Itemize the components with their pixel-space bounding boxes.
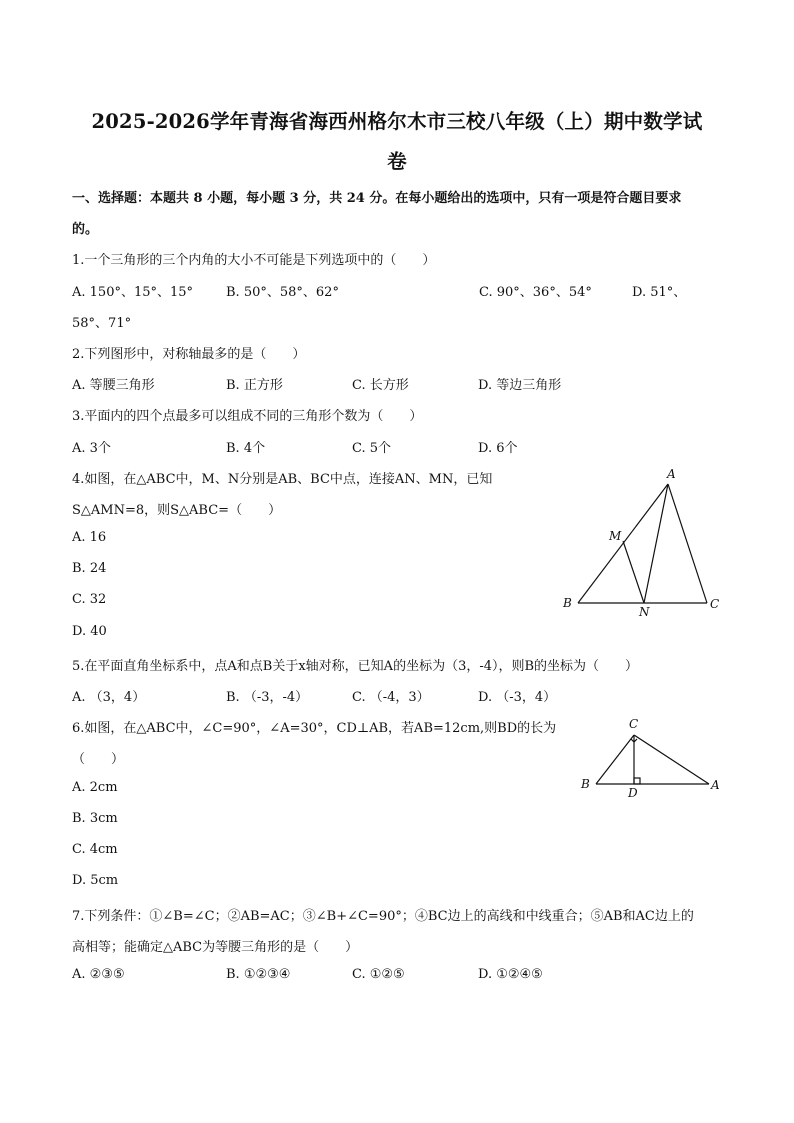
q3-option-a: A. 3个 (72, 441, 111, 456)
title-line-1: 2025-2026学年青海省海西州格尔木市三校八年级（上）期中数学试 (91, 110, 703, 133)
q7-stem-line-1: 7.下列条件：①∠B=∠C；②AB=AC；③∠B+∠C=90°；④BC边上的高线和中线重合；⑤AB和AC边上的 (72, 909, 694, 924)
q2-option-c: C. 长方形 (352, 378, 409, 393)
q7-stem-line-2: 高相等；能确定△ABC为等腰三角形的是（ ） (72, 940, 359, 955)
right-angle-mark-d (634, 778, 640, 784)
q4-stem-line-2: S△AMN=8，则S△ABC=（ ） (72, 503, 282, 518)
label-a: A (711, 778, 720, 792)
q4-option-b: B. 24 (72, 561, 107, 576)
segment-ca (634, 735, 709, 784)
q3-stem: 3.平面内的四个点最多可以组成不同的三角形个数为（ ） (72, 409, 423, 424)
q5-option-c: C. （-4，3） (352, 690, 430, 705)
segment-ab (578, 484, 668, 603)
q1-option-c: C. 90°、36°、54° (479, 285, 592, 300)
q4-option-a: A. 16 (72, 530, 107, 545)
q4-triangle-figure (555, 462, 735, 622)
q4-option-c: C. 32 (72, 592, 107, 607)
segment-mn (623, 541, 644, 603)
segment-an (644, 484, 668, 603)
label-b: B (581, 777, 590, 791)
q7-option-a: A. ②③⑤ (72, 967, 125, 982)
q5-option-a: A. （3，4） (72, 690, 146, 705)
q1-option-d-cont: 58°、71° (72, 316, 132, 331)
label-n: N (639, 605, 650, 619)
q4-option-d: D. 40 (72, 624, 107, 639)
q2-option-d: D. 等边三角形 (478, 378, 562, 393)
q1-option-b: B. 50°、58°、62° (226, 285, 339, 300)
label-b: B (563, 596, 572, 610)
segment-ac (668, 484, 707, 603)
label-d: D (628, 786, 638, 800)
q3-option-d: D. 6个 (478, 441, 518, 456)
q6-option-a: A. 2cm (72, 780, 118, 795)
q5-option-b: B. （-3，-4） (226, 690, 309, 705)
q2-option-a: A. 等腰三角形 (72, 378, 155, 393)
q1-option-a: A. 150°、15°、15° (72, 285, 194, 300)
q3-option-b: B. 4个 (226, 441, 266, 456)
q6-option-d: D. 5cm (72, 873, 119, 888)
q7-option-c: C. ①②⑤ (352, 967, 405, 982)
q7-option-b: B. ①②③④ (226, 967, 291, 982)
label-m: M (609, 529, 622, 543)
section-heading-line-2: 的。 (72, 222, 99, 237)
q5-option-d: D. （-3，4） (478, 690, 557, 705)
q6-right-triangle-figure (575, 712, 725, 802)
q6-stem-line-1: 6.如图，在△ABC中，∠C=90°，∠A=30°，CD⊥AB，若AB=12cm,则BD的长为 (72, 721, 557, 736)
q3-option-c: C. 5个 (352, 441, 392, 456)
q7-option-d: D. ①②④⑤ (478, 967, 543, 982)
q4-stem-line-1: 4.如图，在△ABC中，M、N分别是AB、BC中点，连接AN、MN，已知 (72, 472, 493, 487)
q2-option-b: B. 正方形 (226, 378, 283, 393)
q6-stem-line-2: （ ） (72, 752, 125, 767)
section-heading-line-1: 一、选择题：本题共 8 小题，每小题 3 分，共 24 分。在每小题给出的选项中，只有一项是符合题目要求 (72, 191, 682, 206)
q1-option-d: D. 51°、 (632, 285, 687, 300)
q6-option-b: B. 3cm (72, 811, 118, 826)
title-line-2: 卷 (387, 150, 407, 173)
q2-stem: 2.下列图形中，对称轴最多的是（ ） (72, 347, 306, 362)
q5-stem: 5.在平面直角坐标系中，点A和点B关于x轴对称，已知A的坐标为（3，-4），则B的坐标为（ ） (72, 659, 639, 674)
label-c: C (629, 717, 639, 731)
label-a: A (667, 467, 676, 481)
label-c: C (710, 597, 720, 611)
segment-bc (596, 735, 634, 784)
q1-stem: 1.一个三角形的三个内角的大小不可能是下列选项中的（ ） (72, 253, 436, 268)
q6-option-c: C. 4cm (72, 842, 118, 857)
